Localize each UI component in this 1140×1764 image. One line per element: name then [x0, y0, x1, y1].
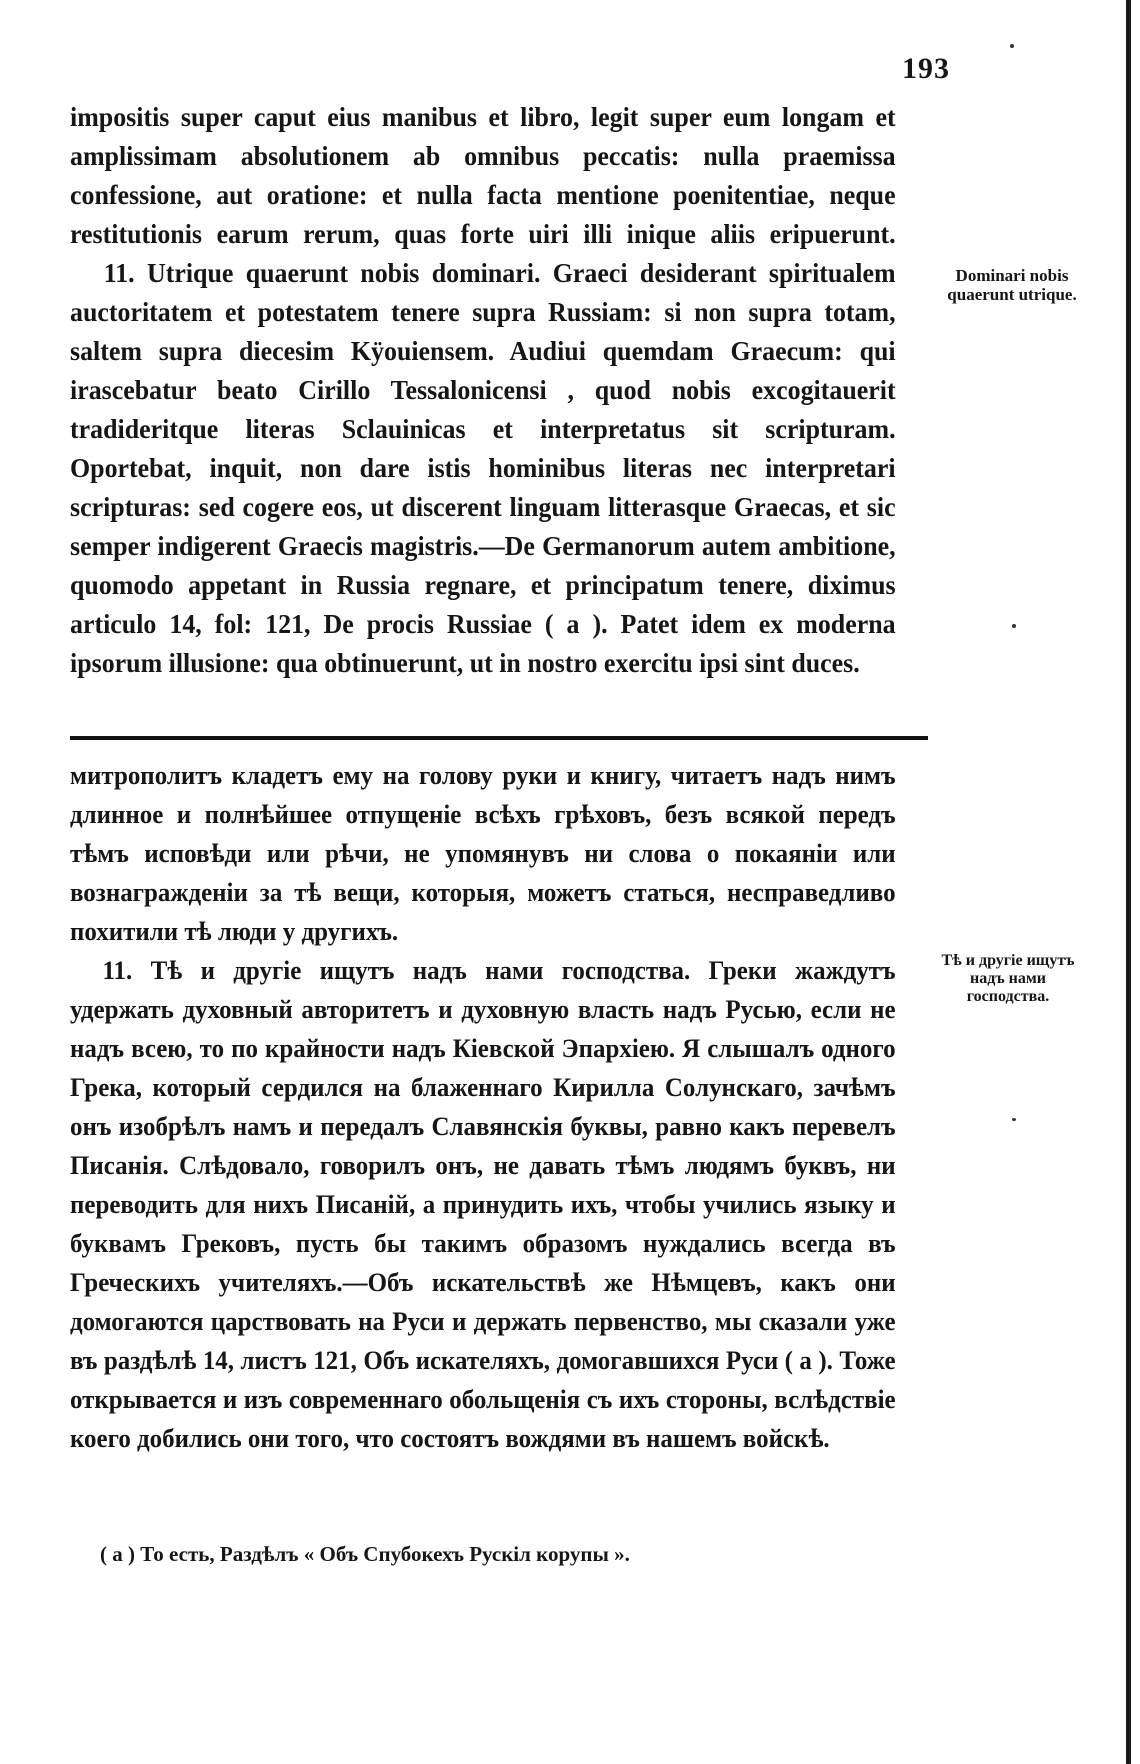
scan-speck [1012, 1118, 1016, 1121]
page-edge-rule [1126, 0, 1131, 1764]
russian-paragraph-1: митрополитъ кладетъ ему на голову руки и книгу, читаетъ надъ нимъ длинное и полнѣйшее отпущеніе всѣхъ грѣховъ, безъ всякой передъ тѣмъ исповѣди или рѣчи, не упомянувъ ни слова о покаяніи или вознагражденіи за тѣ вещи, которыя, можетъ статься, несправедливо похитили тѣ люди у другихъ. [70, 761, 896, 946]
russian-paragraph-2: 11. Тѣ и другіе ищутъ надъ нами господства. Греки жаждутъ удержать духовный авторитетъ и духовную власть надъ Русью, если не надъ всею, то по крайности надъ Кіевской Эпархіею. Я слышалъ одного Грека, который сердился на блаженнаго Кирилла Солунскаго, зачѣмъ онъ изобрѣлъ намъ и передалъ Славянскія буквы, равно какъ перевелъ Писанія. Слѣдовало, говорилъ онъ, не давать тѣмъ людямъ буквъ, ни переводить для нихъ Писаній, а принудить ихъ, чтобы учились языку и буквамъ Грековъ, пусть бы такимъ образомъ нуждались всегда въ Греческихъ учителяхъ.—Объ искательствѣ же Нѣмцевъ, какъ они домогаются царствовать на Руси и держать первенство, мы сказали уже въ раздѣлѣ 14, листъ 121, Объ искателяхъ, домогавшихся Руси ( а ). Тоже открывается и изъ современнаго обольщенія съ ихъ стороны, вслѣдствіе коего добились они того, что состоятъ вождями въ нашемъ войскѣ. [70, 956, 896, 1453]
latin-paragraph-2: 11. Utrique quaerunt nobis dominari. Graeci desiderant spiritualem auctoritatem et potestatem tenere supra Russiam: si non supra totam, saltem supra diecesim Kÿouiensem. Audiui quemdam Graecum: qui irascebatur beato Cirillo Tessalonicensi , quod nobis excogitauerit tradideritque literas Sclauinicas et interpretatus sit scripturam. Oportebat, inquit, non dare istis hominibus literas nec interpretari scripturas: sed cogere eos, ut discerent linguam litterasque Graecas, et sic semper indigerent Graecis magistris.—De Germanorum autem ambitione, quomodo appetant in Russia regnare, et principatum tenere, diximus articulo 14, fol: 121, De procis Russiae ( a ). Patet idem ex moderna ipsorum illusione: qua obtinuerunt, ut in nostro exercitu ipsi sint duces. [70, 258, 896, 678]
russian-margin-note: Тѣ и другіе ищутъ надъ нами господства. [941, 952, 1075, 1005]
latin-paragraph-1: impositis super caput eius manibus et libro, legit super eum longam et amplissimam absolutionem ab omnibus peccatis: nulla praemissa confessione, aut oratione: et nulla facta mentione poenitentiae, neque restitutionis earum rerum, quas forte uiri illi inique aliis eripuerunt. [70, 102, 896, 249]
page-number: 193 [902, 52, 950, 85]
latin-margin-note: Dominari nobis quaerunt utrique. [947, 266, 1077, 304]
section-divider [70, 736, 928, 740]
scan-speck [1012, 624, 1016, 628]
scan-speck [1010, 44, 1014, 48]
russian-text-block [70, 756, 896, 1458]
latin-text-block [70, 98, 896, 683]
footnote: ( а ) То есть, Раздѣлъ « Объ Спубокехъ Рускіл корупы ». [100, 1542, 630, 1566]
